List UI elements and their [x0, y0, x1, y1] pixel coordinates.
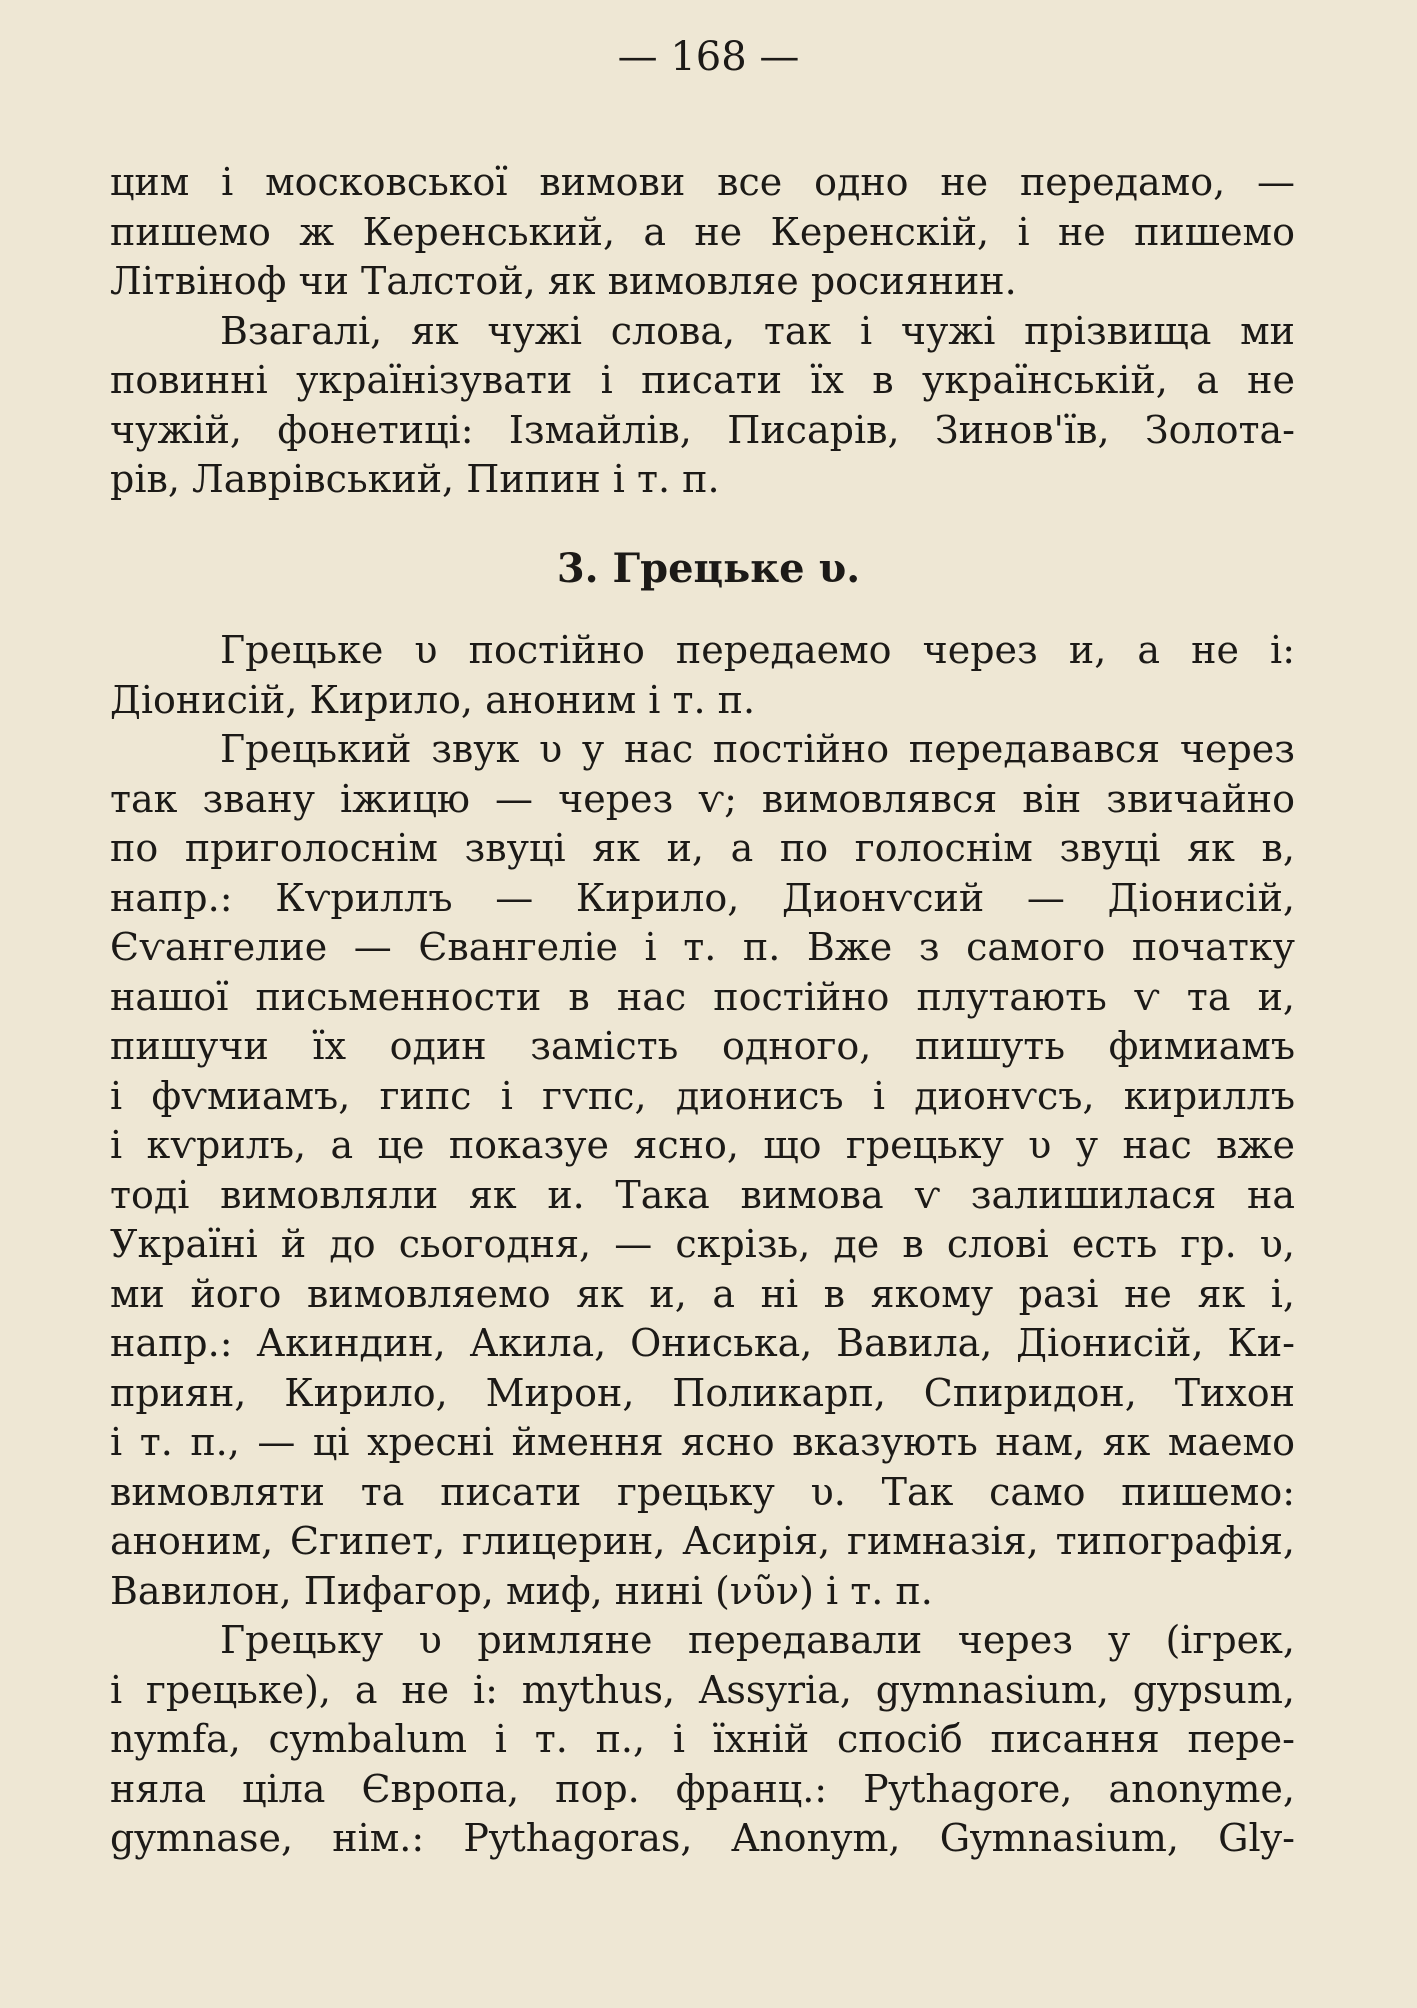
text-line: напр.: Акиндин, Акила, Ониська, Вавила, Діонисій, Ки-: [110, 1321, 1295, 1365]
text-line: повинні українізувати і писати їх в українській, а не: [110, 358, 1295, 402]
text-line: рів, Лаврівський, Пипин і т. п.: [110, 457, 720, 501]
text-line: приян, Кирило, Мирон, Поликарп, Спиридон, Тихон: [110, 1371, 1295, 1415]
text-line: Літвіноф чи Талстой, як вимовляе росиянин.: [110, 259, 1017, 303]
text-line: цим і московської вимови все одно не передамо, —: [110, 160, 1295, 204]
text-line: по приголоснім звуці як и, а по голоснім звуці як в,: [110, 826, 1295, 870]
text-line: ми його вимовляемо як и, а ні в якому разі не як і,: [110, 1272, 1295, 1316]
text-line: Грецьку υ римляне передавали через y (ігрек,: [220, 1618, 1295, 1662]
text-line: Грецьке υ постійно передаемо через и, а не і:: [220, 628, 1295, 672]
text-line: нашої письменности в нас постійно плутають ѵ та и,: [110, 975, 1295, 1019]
text-line: Україні й до сьогодня, — скрізь, де в слові есть гр. υ,: [110, 1222, 1295, 1266]
text-line: і грецьке), а не і: mythus, Assyria, gymnasium, gypsum,: [110, 1668, 1295, 1712]
text-line: тоді вимовляли як и. Така вимова ѵ залишилася на: [110, 1173, 1295, 1217]
section-heading: 3. Грецьке υ.: [556, 545, 861, 592]
text-line: Грецький звук υ у нас постійно передавався через: [220, 727, 1295, 771]
text-line: пишемо ж Керенський, а не Керенскій, і не пишемо: [110, 210, 1295, 254]
text-line: Діонисій, Кирило, аноним і т. п.: [110, 678, 756, 722]
text-line: Вавилон, Пифагор, миф, нині (νῦν) і т. п.: [110, 1569, 933, 1613]
text-line: чужій, фонетиці: Ізмайлів, Писарів, Зинов'їв, Золота-: [110, 408, 1295, 452]
text-line: аноним, Єгипет, глицерин, Асирія, гимназія, типографія,: [110, 1519, 1295, 1563]
text-line: Взагалі, як чужі слова, так і чужі прізвища ми: [220, 309, 1295, 353]
text-line: вимовляти та писати грецьку υ. Так само пишемо:: [110, 1470, 1295, 1514]
text-line: і т. п., — ці хресні ймення ясно вказують нам, як маемо: [110, 1420, 1295, 1464]
text-line: nymfa, cymbalum і т. п., і їхній спосіб писання пере-: [110, 1717, 1295, 1761]
text-line: няла ціла Європа, пор. франц.: Pythagore, anonyme,: [110, 1767, 1295, 1811]
text-line: Єѵангелие — Євангеліе і т. п. Вже з самого початку: [110, 925, 1295, 969]
text-line: і кѵрилъ, а це показуе ясно, що грецьку υ у нас вже: [110, 1123, 1295, 1167]
text-line: напр.: Кѵриллъ — Кирило, Дионѵсий — Діонисій,: [110, 876, 1295, 920]
text-line: так звану іжицю — через ѵ; вимовлявся він звичайно: [110, 777, 1295, 821]
text-line: пишучи їх один замість одного, пишуть фимиамъ: [110, 1024, 1295, 1068]
text-line: і фѵмиамъ, гипс і гѵпс, дионисъ і дионѵсъ, кириллъ: [110, 1074, 1295, 1118]
page-number: — 168 —: [617, 34, 800, 80]
text-line: gymnase, нім.: Pythagoras, Anonym, Gymnasium, Gly-: [110, 1816, 1295, 1860]
